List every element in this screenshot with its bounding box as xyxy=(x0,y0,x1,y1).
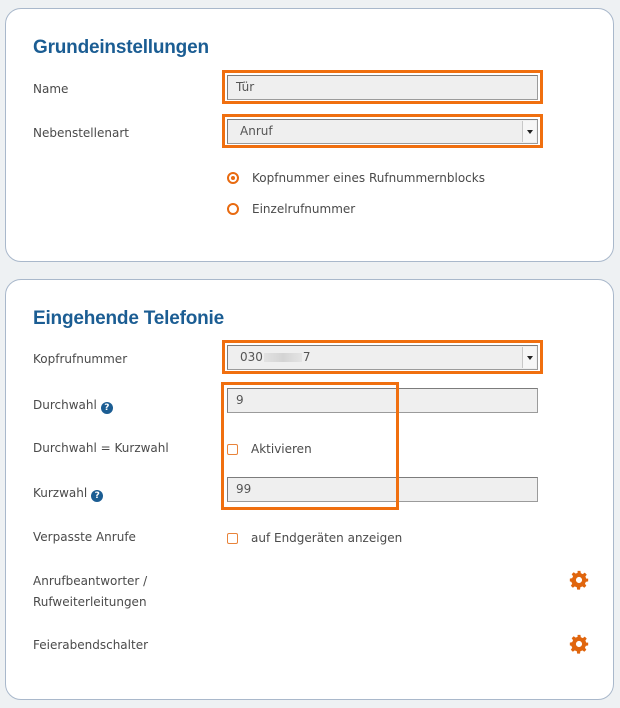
gear-icon[interactable] xyxy=(569,570,589,590)
aktivieren-label: Aktivieren xyxy=(251,442,312,456)
gear-icon[interactable] xyxy=(569,634,589,654)
verpasste-anrufe-label: Verpasste Anrufe xyxy=(33,530,136,544)
eingehende-telefonie-panel xyxy=(5,279,614,700)
radio-unchecked-icon[interactable] xyxy=(227,203,239,215)
section-title-eingehende-telefonie: Eingehende Telefonie xyxy=(33,308,224,329)
name-input[interactable]: Tür xyxy=(227,75,538,100)
chevron-down-icon[interactable] xyxy=(522,347,536,368)
anrufbeantworter-label-line1: Anrufbeantworter / xyxy=(33,574,148,588)
nebenstellenart-label: Nebenstellenart xyxy=(33,126,129,140)
checkbox-icon[interactable] xyxy=(227,533,238,544)
anrufbeantworter-label-line2: Rufweiterleitungen xyxy=(33,595,147,609)
radio-kopfnummer[interactable] xyxy=(227,171,485,185)
nebenstellenart-value: Anruf xyxy=(240,124,273,138)
kurzwahl-label xyxy=(33,483,103,504)
name-label: Name xyxy=(33,82,69,96)
durchwahl-input[interactable]: 9 xyxy=(227,388,538,413)
kurzwahl-label-text: Kurzwahl xyxy=(33,486,88,500)
radio-checked-icon[interactable] xyxy=(227,172,239,184)
radio-einzelrufnummer[interactable] xyxy=(227,202,355,216)
kurzwahl-input[interactable]: 99 xyxy=(227,477,538,502)
durchwahl-label-text: Durchwahl xyxy=(33,398,97,412)
verpasste-checkbox-row[interactable] xyxy=(227,531,402,545)
help-icon[interactable]: ? xyxy=(101,402,113,414)
redacted-digits xyxy=(264,353,302,362)
feierabendschalter-label: Feierabendschalter xyxy=(33,638,149,652)
help-icon[interactable]: ? xyxy=(91,490,103,502)
nebenstellenart-select[interactable] xyxy=(227,119,538,144)
radio-einzelrufnummer-label: Einzelrufnummer xyxy=(252,202,356,216)
chevron-down-icon[interactable] xyxy=(522,121,536,142)
section-title-grundeinstellungen: Grundeinstellungen xyxy=(33,37,209,58)
durchwahl-kurzwahl-label: Durchwahl = Kurzwahl xyxy=(33,441,169,455)
kopfrufnummer-suffix: 7 xyxy=(302,350,311,364)
kopfrufnummer-prefix: 030 xyxy=(240,350,263,364)
anrufbeantworter-label xyxy=(33,571,147,613)
kopfrufnummer-label: Kopfrufnummer xyxy=(33,352,128,366)
radio-kopfnummer-label: Kopfnummer eines Rufnummernblocks xyxy=(252,171,485,185)
aktivieren-checkbox-row[interactable] xyxy=(227,442,312,456)
durchwahl-label xyxy=(33,395,113,416)
verpasste-option-label: auf Endgeräten anzeigen xyxy=(251,531,403,545)
kopfrufnummer-select[interactable] xyxy=(227,345,538,370)
grundeinstellungen-panel xyxy=(5,8,614,262)
checkbox-icon[interactable] xyxy=(227,444,238,455)
